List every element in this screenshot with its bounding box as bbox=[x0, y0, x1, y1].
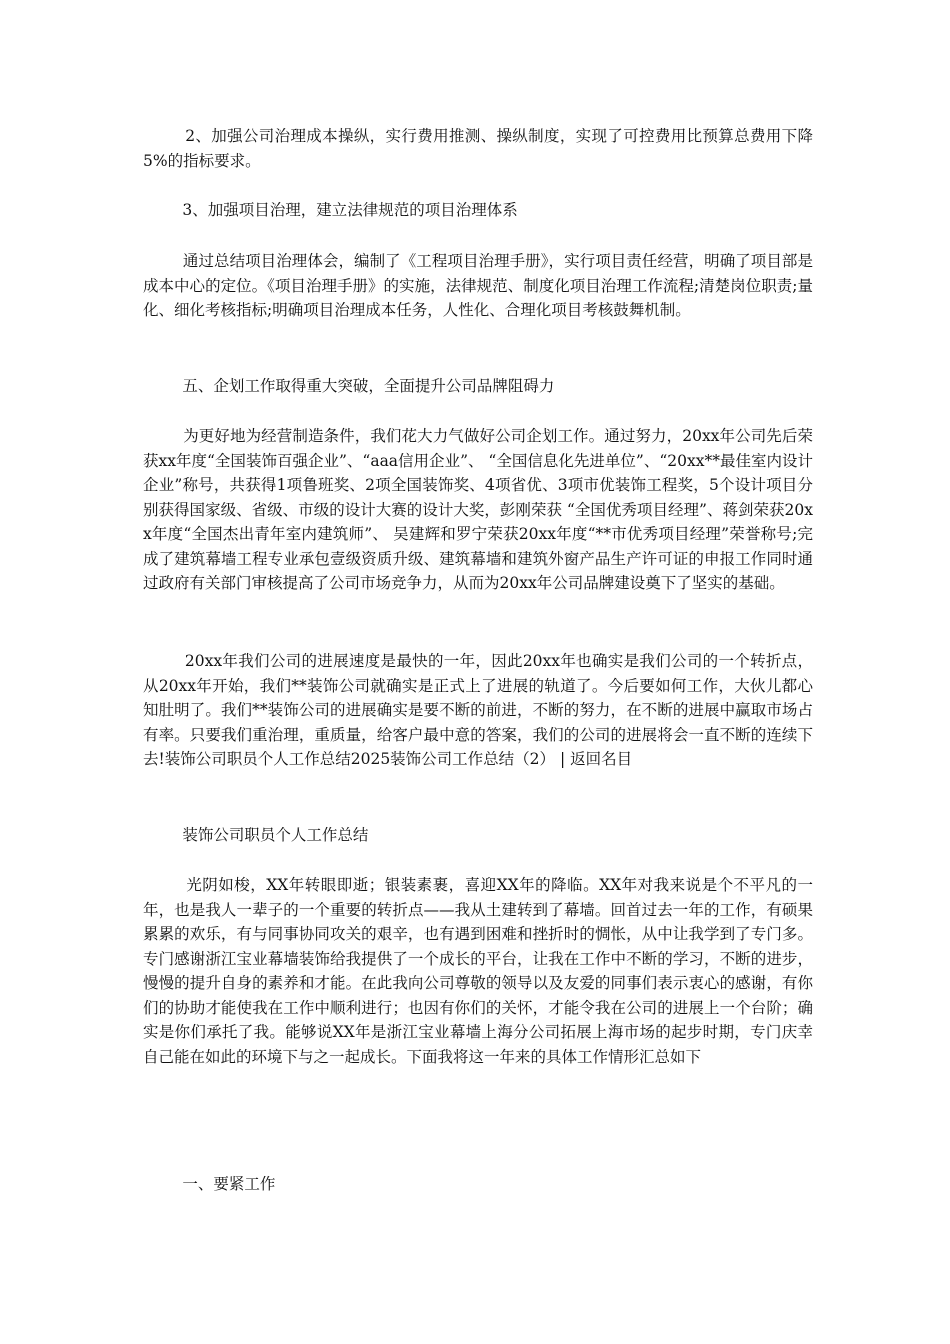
paragraph-awards: 为更好地为经营制造条件，我们花大力气做好公司企划工作。通过努力，20xx年公司先后荣获xx年度“全国装饰百强企业”、“aaa信用企业”、 “全国信息化先进单位”、“20xx**最佳室内设计企业”称号，共获得1项鲁班奖、2项全国装饰奖、4项省优、3项市优装饰工程奖，5个设计项目分别获得国家级、省级、市级的设计大赛的设计大奖，彭刚荣获 “全国优秀项目经理”、蒋剑荣获20xx年度“全国杰出青年室内建筑师”、 吴建辉和罗宁荣获20xx年度“**市优秀项目经理”荣誉称号;完成了建筑幕墙工程专业承包壹级资质升级、建筑幕墙和建筑外窗产品生产许可证的申报工作同时通过政府有关部门审核提高了公司市场竞争力，从而为20xx年公司品牌建设奠下了坚实的基础。 bbox=[143, 427, 813, 592]
paragraph-personal-summary: 光阴如梭，XX年转眼即逝；银装素裹，喜迎XX年的降临。XX年对我来说是个不平凡的一年，也是我人一辈子的一个重要的转折点——我从土建转到了幕墙。回首过去一年的工作，有硕果累累的欢乐，有与同事协同攻关的艰辛，也有遇到困难和挫折时的惆怅，从中让我学到了专门多。专门感谢浙江宝业幕墙装饰给我提供了一个成长的平台，让我在工作中不断的学习，不断的进步，慢慢的提升自身的素养和才能。在此我向公司尊敬的领导以及友爱的同事们表示衷心的感谢，有你们的协助才能使我在工作中顺利进行；也因有你们的关怀，才能令我在公司的进展上一个台阶；确实是你们承托了我。能够说XX年是浙江宝业幕墙上海分公司拓展上海市场的起步时期，专门庆幸自己能在如此的环境下与之一起成长。下面我将这一年来的具体工作情形汇总如下 bbox=[143, 876, 813, 1066]
paragraph-project-handbook: 通过总结项目治理体会，编制了《工程项目治理手册》，实行项目责任经营，明确了项目部是成本中心的定位。《项目治理手册》的实施，法律规范、制度化项目治理工作流程;清楚岗位职责;量化、细化考核指标;明确项目治理成本任务，人性化、合理化项目考核鼓舞机制。 bbox=[143, 252, 813, 319]
paragraph-summary-title: 装饰公司职员个人工作总结 bbox=[143, 826, 369, 844]
paragraph-main-work-heading: 一、要紧工作 bbox=[143, 1175, 276, 1193]
paragraph-cost-control: 2、加强公司治理成本操纵，实行费用推测、操纵制度，实现了可控费用比预算总费用下降5%的指标要求。 bbox=[143, 127, 813, 170]
paragraph-development: 20xx年我们公司的进展速度是最快的一年，因此20xx年也确实是我们公司的一个转折点，从20xx年开始，我们**装饰公司就确实是正式上了进展的轨道了。今后要如何工作，大伙儿都心知肚明了。我们**装饰公司的进展确实是要不断的前进，不断的努力，在不断的进展中赢取市场占有率。只要我们重治理，重质量，给客户最中意的答案，我们的公司的进展将会一直不断的连续下去!装饰公司职员个人工作总结2025装饰公司工作总结（2） | 返回名目 bbox=[143, 652, 813, 768]
paragraph-section-five-heading: 五、企划工作取得重大突破，全面提升公司品牌阻碍力 bbox=[143, 377, 555, 395]
paragraph-project-management-heading: 3、加强项目治理，建立法律规范的项目治理体系 bbox=[143, 201, 518, 219]
